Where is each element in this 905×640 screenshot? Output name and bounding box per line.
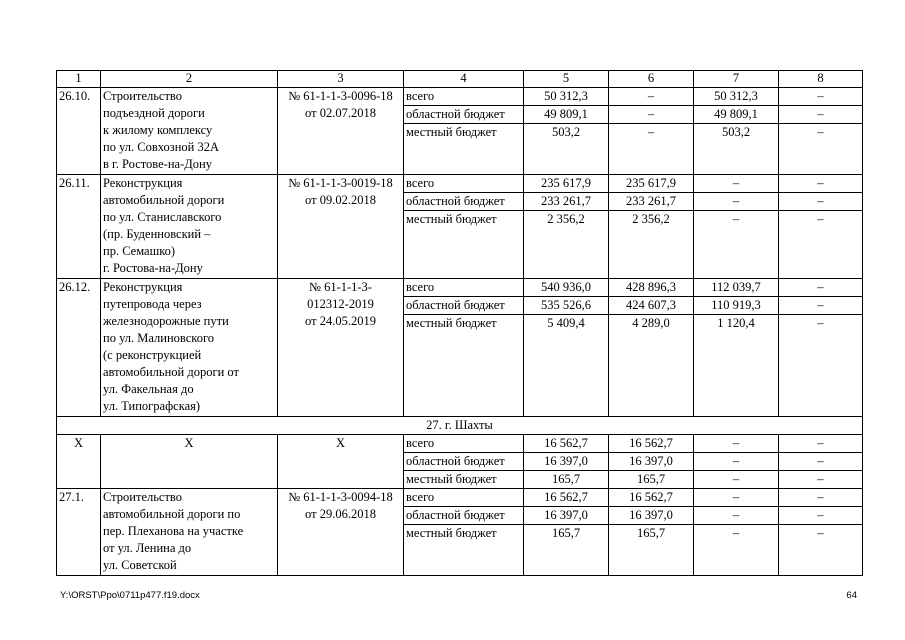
value-cell: –: [779, 489, 863, 507]
value-cell: 233 261,7: [609, 193, 694, 211]
column-header: 4: [404, 71, 524, 88]
funding-source: областной бюджет: [404, 106, 524, 124]
section-row: [57, 417, 863, 435]
table-row: [57, 489, 863, 507]
column-header: 3: [278, 71, 404, 88]
funding-source: областной бюджет: [404, 297, 524, 315]
value-cell: 16 397,0: [524, 453, 609, 471]
value-cell: 165,7: [609, 471, 694, 489]
column-header: 6: [609, 71, 694, 88]
value-cell: –: [694, 471, 779, 489]
value-cell: –: [694, 453, 779, 471]
value-cell: –: [779, 297, 863, 315]
value-cell: –: [609, 88, 694, 106]
budget-table: [56, 70, 863, 576]
object-name: Строительство автомобильной дороги по пер. Плеханова на участке от ул. Ленина до ул. Советской: [101, 489, 278, 576]
value-cell: 50 312,3: [524, 88, 609, 106]
value-cell: 16 397,0: [609, 507, 694, 525]
column-number-row: [57, 71, 863, 88]
value-cell: –: [779, 507, 863, 525]
value-cell: –: [779, 193, 863, 211]
column-header: 1: [57, 71, 101, 88]
value-cell: 50 312,3: [694, 88, 779, 106]
value-cell: 16 562,7: [524, 489, 609, 507]
funding-source: всего: [404, 279, 524, 297]
object-name: Строительство подъездной дороги к жилому комплексу по ул. Совхозной 32А в г. Ростове-на-Дону: [101, 88, 278, 175]
value-cell: 16 397,0: [609, 453, 694, 471]
x-cell: X: [278, 435, 404, 489]
value-cell: –: [694, 525, 779, 576]
funding-source: всего: [404, 435, 524, 453]
funding-source: областной бюджет: [404, 507, 524, 525]
table-row: [57, 175, 863, 193]
value-cell: –: [694, 489, 779, 507]
value-cell: 235 617,9: [524, 175, 609, 193]
table-row: [57, 435, 863, 453]
table-row: [57, 88, 863, 106]
expertise-doc: № 61-1-1-3-0096-18 от 02.07.2018: [278, 88, 404, 175]
table-row: [57, 279, 863, 297]
x-cell: X: [101, 435, 278, 489]
funding-source: областной бюджет: [404, 193, 524, 211]
value-cell: 2 356,2: [524, 211, 609, 279]
value-cell: –: [694, 193, 779, 211]
value-cell: –: [779, 525, 863, 576]
column-header: 5: [524, 71, 609, 88]
value-cell: –: [694, 507, 779, 525]
value-cell: 2 356,2: [609, 211, 694, 279]
column-header: 2: [101, 71, 278, 88]
funding-source: всего: [404, 175, 524, 193]
page-number: 64: [846, 590, 857, 601]
value-cell: 233 261,7: [524, 193, 609, 211]
value-cell: –: [609, 124, 694, 175]
object-name: Реконструкция путепровода через железнодорожные пути по ул. Малиновского (с реконструкцией автомобильной дороги от ул. Факельная до ул. Типографская): [101, 279, 278, 417]
value-cell: 503,2: [694, 124, 779, 175]
value-cell: –: [609, 106, 694, 124]
funding-source: местный бюджет: [404, 315, 524, 417]
expertise-doc: № 61-1-1-3- 012312-2019 от 24.05.2019: [278, 279, 404, 417]
value-cell: 235 617,9: [609, 175, 694, 193]
funding-source: местный бюджет: [404, 471, 524, 489]
value-cell: 16 562,7: [609, 489, 694, 507]
value-cell: 49 809,1: [524, 106, 609, 124]
funding-source: всего: [404, 88, 524, 106]
value-cell: 165,7: [524, 525, 609, 576]
value-cell: 503,2: [524, 124, 609, 175]
value-cell: –: [779, 279, 863, 297]
value-cell: –: [779, 315, 863, 417]
expertise-doc: № 61-1-1-3-0019-18 от 09.02.2018: [278, 175, 404, 279]
funding-source: всего: [404, 489, 524, 507]
item-number: 26.12.: [57, 279, 101, 417]
value-cell: 16 562,7: [524, 435, 609, 453]
value-cell: –: [779, 453, 863, 471]
value-cell: –: [779, 106, 863, 124]
value-cell: 4 289,0: [609, 315, 694, 417]
value-cell: 428 896,3: [609, 279, 694, 297]
value-cell: –: [694, 175, 779, 193]
object-name: Реконструкция автомобильной дороги по ул. Станиславского (пр. Буденновский – пр. Семашко) г. Ростова-на-Дону: [101, 175, 278, 279]
value-cell: –: [694, 211, 779, 279]
value-cell: 424 607,3: [609, 297, 694, 315]
x-cell: X: [57, 435, 101, 489]
value-cell: 110 919,3: [694, 297, 779, 315]
value-cell: 1 120,4: [694, 315, 779, 417]
value-cell: –: [694, 435, 779, 453]
value-cell: 49 809,1: [694, 106, 779, 124]
value-cell: –: [779, 88, 863, 106]
funding-source: местный бюджет: [404, 211, 524, 279]
item-number: 26.11.: [57, 175, 101, 279]
value-cell: 535 526,6: [524, 297, 609, 315]
value-cell: 540 936,0: [524, 279, 609, 297]
funding-source: местный бюджет: [404, 124, 524, 175]
value-cell: 16 397,0: [524, 507, 609, 525]
column-header: 8: [779, 71, 863, 88]
footer-file-path: Y:\ORST\Ppo\0711p477.f19.docx: [60, 590, 200, 601]
value-cell: 112 039,7: [694, 279, 779, 297]
funding-source: местный бюджет: [404, 525, 524, 576]
value-cell: 5 409,4: [524, 315, 609, 417]
value-cell: –: [779, 124, 863, 175]
column-header: 7: [694, 71, 779, 88]
item-number: 26.10.: [57, 88, 101, 175]
value-cell: –: [779, 211, 863, 279]
section-title: 27. г. Шахты: [57, 417, 863, 435]
funding-source: областной бюджет: [404, 453, 524, 471]
item-number: 27.1.: [57, 489, 101, 576]
value-cell: 16 562,7: [609, 435, 694, 453]
value-cell: –: [779, 175, 863, 193]
value-cell: –: [779, 435, 863, 453]
value-cell: 165,7: [609, 525, 694, 576]
value-cell: 165,7: [524, 471, 609, 489]
expertise-doc: № 61-1-1-3-0094-18 от 29.06.2018: [278, 489, 404, 576]
value-cell: –: [779, 471, 863, 489]
